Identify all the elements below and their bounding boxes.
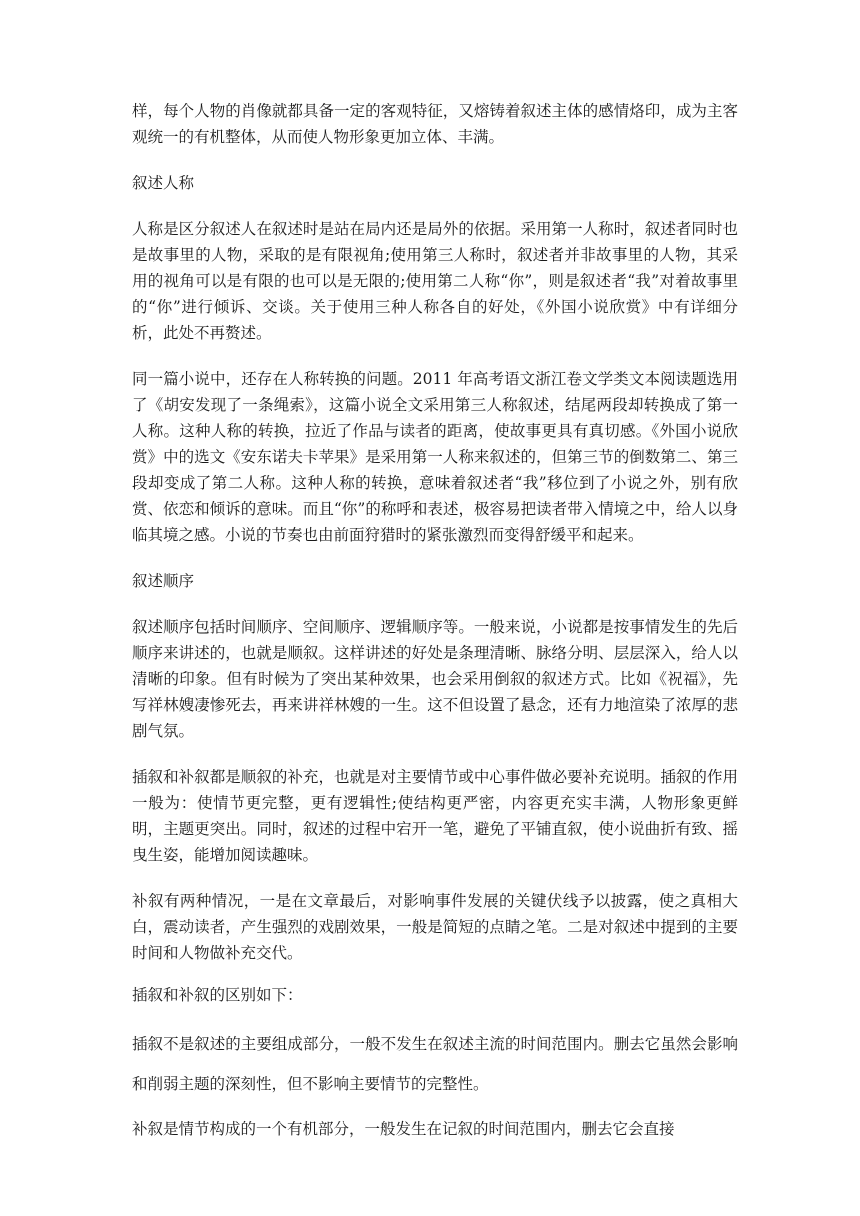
paragraph-supplement: 补叙有两种情况，一是在文章最后，对影响事件发展的关键伏线予以披露，使之真相大白，震动读者，产生强烈的戏剧效果，一般是简短的点睛之笔。二是对叙述中提到的主要时间和人物做补充交代。 [132, 892, 738, 962]
paragraph-interpolation-difference: 插叙不是叙述的主要组成部分，一般不发生在叙述主流的时间范围内。删去它虽然会影响和削弱主题的深刻性，但不影响主要情节的完整性。 [132, 1035, 738, 1093]
paragraph-person-definition: 人称是区分叙述人在叙述时是站在局内还是局外的依据。采用第一人称时，叙述者同时也是故事里的人物，采取的是有限视角;使用第三人称时，叙述者并非故事里的人物，其采用的视角可以是有限的也可以是无限的;使用第二人称“你”，则是叙述者“我”对着故事里的“你”进行倾诉、交谈。关于使用三种人称各自的好处，《外国小说欣赏》中有详细分析，此处不再赘述。 [132, 220, 738, 342]
paragraph-person-shift: 同一篇小说中，还存在人称转换的问题。2011 年高考语文浙江卷文学类文本阅读题选用了《胡安发现了一条绳索》，这篇小说全文采用第三人称叙述，结尾两段却转换成了第一人称。这种人称的转换，拉近了作品与读者的距离，使故事更具有真切感。《外国小说欣赏》中的选文《安东诺夫卡苹果》是采用第一人称来叙述的，但第三节的倒数第二、第三段却变成了第二人称。这种人称的转换，意味着叙述者“我”移位到了小说之外，别有欣赏、依恋和倾诉的意味。而且“你”的称呼和表述，极容易把读者带入情境之中，给人以身临其境之感。小说的节奏也由前面狩猎时的紧张激烈而变得舒缓平和起来。 [132, 370, 738, 544]
paragraph-supplement-difference: 补叙是情节构成的一个有机部分，一般发生在记叙的时间范围内，删去它会直接 [132, 1120, 675, 1138]
heading-narrative-order: 叙述顺序 [132, 572, 195, 590]
paragraph-difference-intro: 插叙和补叙的区别如下： [132, 986, 303, 1004]
paragraph-interpolation: 插叙和补叙都是顺叙的补充，也就是对主要情节或中心事件做必要补充说明。插叙的作用一般为：使情节更完整，更有逻辑性;使结构更严密，内容更充实丰满，人物形象更鲜明，主题更突出。同时，叙述的过程中宕开一笔，避免了平铺直叙，使小说曲折有致、摇曳生姿，能增加阅读趣味。 [132, 768, 738, 864]
heading-narrative-person: 叙述人称 [132, 174, 195, 192]
paragraph-order-types: 叙述顺序包括时间顺序、空间顺序、逻辑顺序等。一般来说，小说都是按事情发生的先后顺序来讲述的，也就是顺叙。这样讲述的好处是条理清晰、脉络分明、层层深入，给人以清晰的印象。但有时候为了突出某种效果，也会采用倒叙的叙述方式。比如《祝福》，先写祥林嫂凄惨死去，再来讲祥林嫂的一生。这不但设置了悬念，还有力地渲染了浓厚的悲剧气氛。 [132, 618, 738, 740]
paragraph-portrait-continuation: 样，每个人物的肖像就都具备一定的客观特征，又熔铸着叙述主体的感情烙印，成为主客观统一的有机整体，从而使人物形象更加立体、丰满。 [132, 102, 738, 146]
document-body [132, 98, 738, 1162]
